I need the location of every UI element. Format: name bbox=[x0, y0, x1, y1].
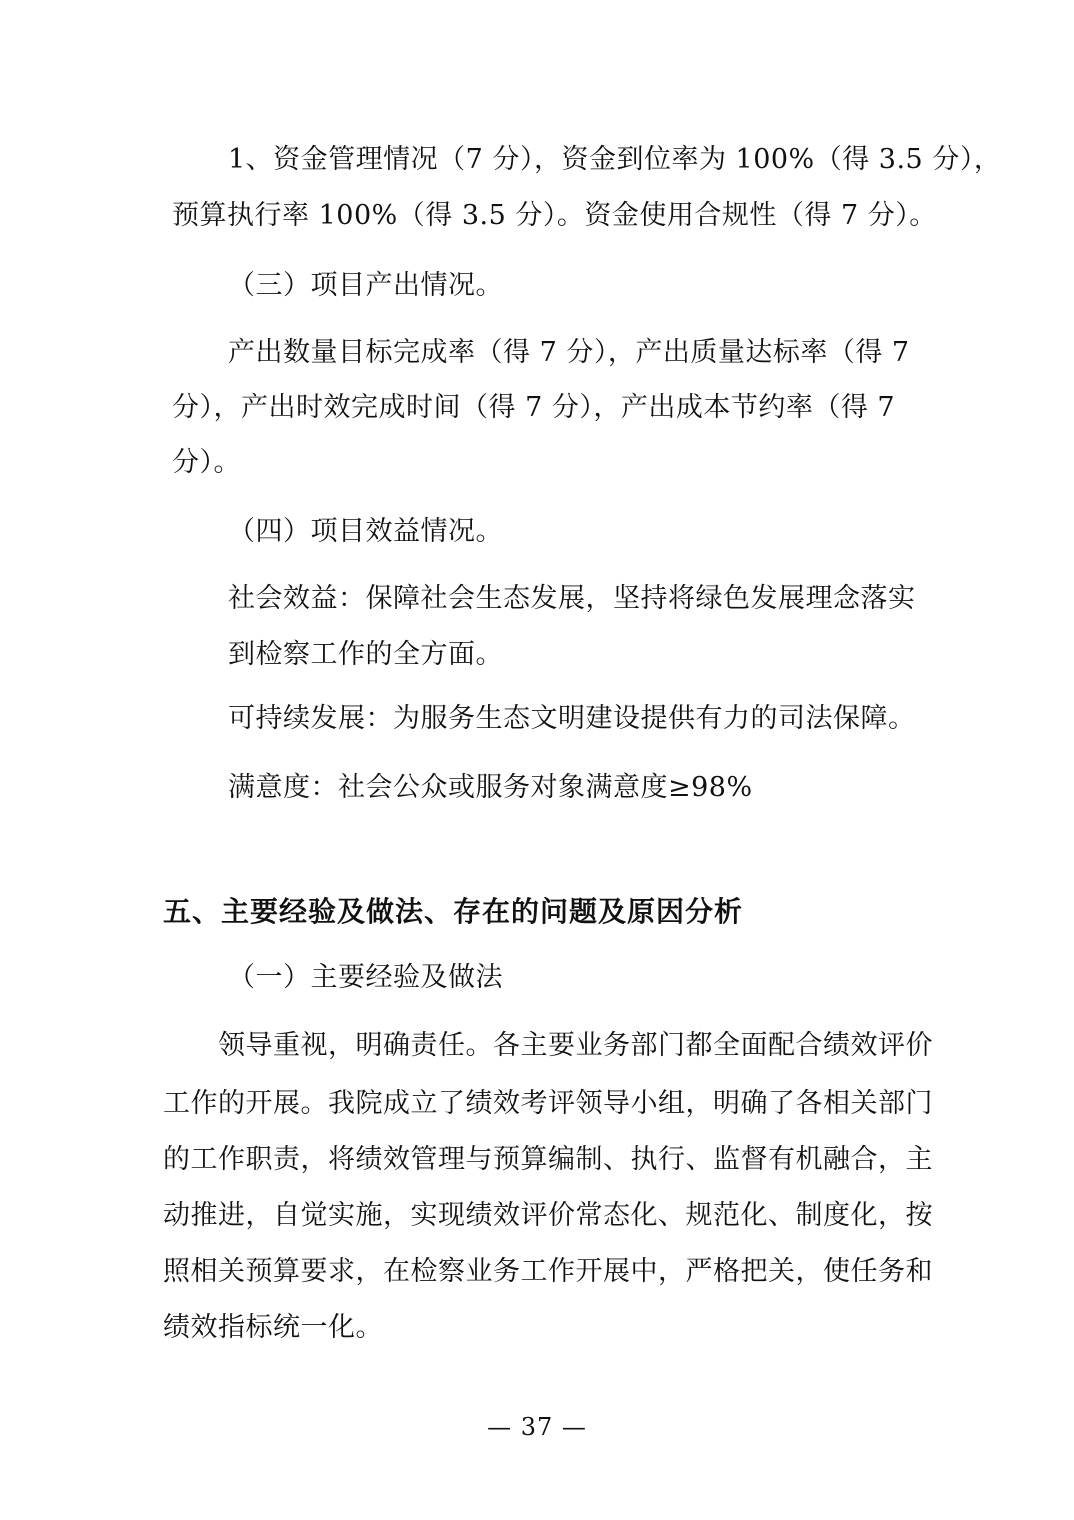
paragraph-line: 动推进，自觉实施，实现绩效评价常态化、规范化、制度化，按 bbox=[163, 1200, 933, 1231]
paragraph-line: 满意度：社会公众或服务对象满意度≥98% bbox=[228, 772, 753, 803]
paragraph-line: 产出数量目标完成率（得 7 分），产出质量达标率（得 7 bbox=[228, 337, 910, 368]
paragraph-line: 的工作职责，将绩效管理与预算编制、执行、监督有机融合，主 bbox=[163, 1144, 933, 1175]
section-subheading: （三）项目产出情况。 bbox=[228, 270, 503, 301]
section-heading: 五、主要经验及做法、存在的问题及原因分析 bbox=[163, 895, 744, 928]
paragraph-line: 社会效益：保障社会生态发展，坚持将绿色发展理念落实 bbox=[228, 583, 916, 614]
section-subheading: （四）项目效益情况。 bbox=[228, 516, 503, 547]
paragraph-line: 1、资金管理情况（7 分），资金到位率为 100%（得 3.5 分）， bbox=[228, 144, 1002, 175]
paragraph-line: 到检察工作的全方面。 bbox=[228, 639, 503, 670]
paragraph-line: 绩效指标统一化。 bbox=[163, 1312, 383, 1343]
paragraph-line: 分），产出时效完成时间（得 7 分），产出成本节约率（得 7 bbox=[172, 392, 896, 423]
paragraph-line: 领导重视，明确责任。各主要业务部门都全面配合绩效评价 bbox=[218, 1030, 933, 1061]
paragraph-line: 预算执行率 100%（得 3.5 分）。资金使用合规性（得 7 分）。 bbox=[172, 200, 937, 231]
page-number: — 37 — bbox=[487, 1413, 587, 1441]
paragraph-line: 照相关预算要求，在检察业务工作开展中，严格把关，使任务和 bbox=[163, 1256, 933, 1287]
paragraph-line: 可持续发展：为服务生态文明建设提供有力的司法保障。 bbox=[228, 703, 916, 734]
paragraph-line: 工作的开展。我院成立了绩效考评领导小组，明确了各相关部门 bbox=[163, 1088, 933, 1119]
section-subheading: （一）主要经验及做法 bbox=[228, 962, 503, 993]
paragraph-line: 分）。 bbox=[172, 447, 241, 478]
